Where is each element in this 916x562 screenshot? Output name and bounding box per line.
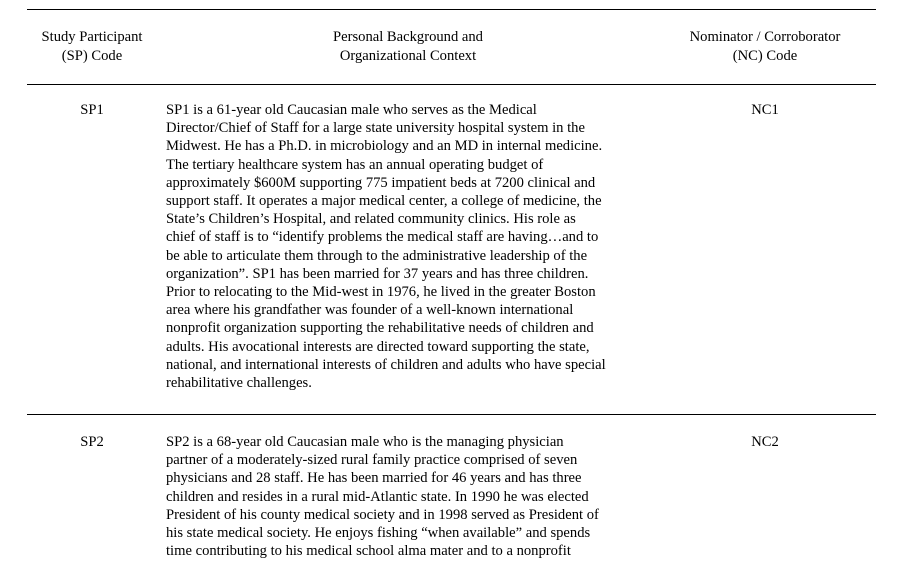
text-line: be able to articulate them through to the administrative leadership of the bbox=[166, 247, 588, 264]
header-line: Personal Background and bbox=[333, 29, 483, 45]
text-line: Prior to relocating to the Mid-west in 1976, he lived in the greater Boston bbox=[166, 284, 596, 301]
text-line: time contributing to his medical school alma mater and to a nonprofit bbox=[166, 543, 571, 560]
nc-code-cell: NC1 bbox=[751, 102, 779, 118]
header-nc-code bbox=[665, 28, 865, 65]
text-line: Director/Chief of Staff for a large state university hospital system in the bbox=[166, 120, 585, 137]
sp-code-cell: SP2 bbox=[80, 434, 104, 450]
text-line: nonprofit organization supporting the rehabilitative needs of children and bbox=[166, 320, 594, 337]
header-bottom-rule bbox=[27, 84, 876, 85]
header-line: (NC) Code bbox=[732, 47, 798, 64]
nc-code-cell: NC2 bbox=[751, 434, 779, 450]
row-separator-rule bbox=[27, 414, 876, 415]
header-line: Study Participant bbox=[41, 29, 143, 45]
text-line: children and resides in a rural mid-Atlantic state. In 1990 he was elected bbox=[166, 488, 589, 505]
text-line: area where his grandfather was founder of a well-known international bbox=[166, 302, 574, 319]
header-line: Organizational Context bbox=[339, 47, 477, 64]
text-line: partner of a moderately-sized rural family practice comprised of seven bbox=[166, 452, 578, 469]
sp-code-cell: SP1 bbox=[80, 102, 104, 118]
text-line: national, and international interests of children and adults who have special bbox=[166, 356, 606, 373]
text-line: physicians and 28 staff. He has been married for 46 years and has three bbox=[166, 470, 582, 487]
text-line: State’s Children’s Hospital, and related community clinics. His role as bbox=[166, 211, 576, 228]
text-line: Midwest. He has a Ph.D. in microbiology and an MD in internal medicine. bbox=[166, 138, 603, 155]
text-line: approximately $600M supporting 775 impatient beds at 7200 clinical and bbox=[166, 174, 596, 191]
text-line: chief of staff is to “identify problems the medical staff are having…and to bbox=[166, 229, 599, 246]
table-top-rule bbox=[27, 9, 876, 10]
text-line: SP1 is a 61-year old Caucasian male who serves as the Medical bbox=[166, 102, 537, 118]
header-sp-code bbox=[22, 28, 162, 65]
text-line: adults. His avocational interests are directed toward supporting the state, bbox=[166, 338, 590, 355]
text-line: The tertiary healthcare system has an annual operating budget of bbox=[166, 156, 544, 173]
header-line: (SP) Code bbox=[61, 47, 123, 64]
header-background bbox=[258, 28, 558, 65]
header-line: Nominator / Corroborator bbox=[689, 29, 841, 45]
text-line: rehabilitative challenges. bbox=[166, 375, 312, 392]
text-line: his state medical society. He enjoys fishing “when available” and spends bbox=[166, 525, 591, 542]
text-line: organization”. SP1 has been married for 37 years and has three children. bbox=[166, 265, 589, 282]
background-cell bbox=[166, 101, 666, 392]
text-line: support staff. It operates a major medical center, a college of medicine, the bbox=[166, 193, 602, 210]
background-cell bbox=[166, 433, 666, 560]
text-line: SP2 is a 68-year old Caucasian male who is the managing physician bbox=[166, 434, 564, 450]
text-line: President of his county medical society and in 1998 served as President of bbox=[166, 506, 599, 523]
